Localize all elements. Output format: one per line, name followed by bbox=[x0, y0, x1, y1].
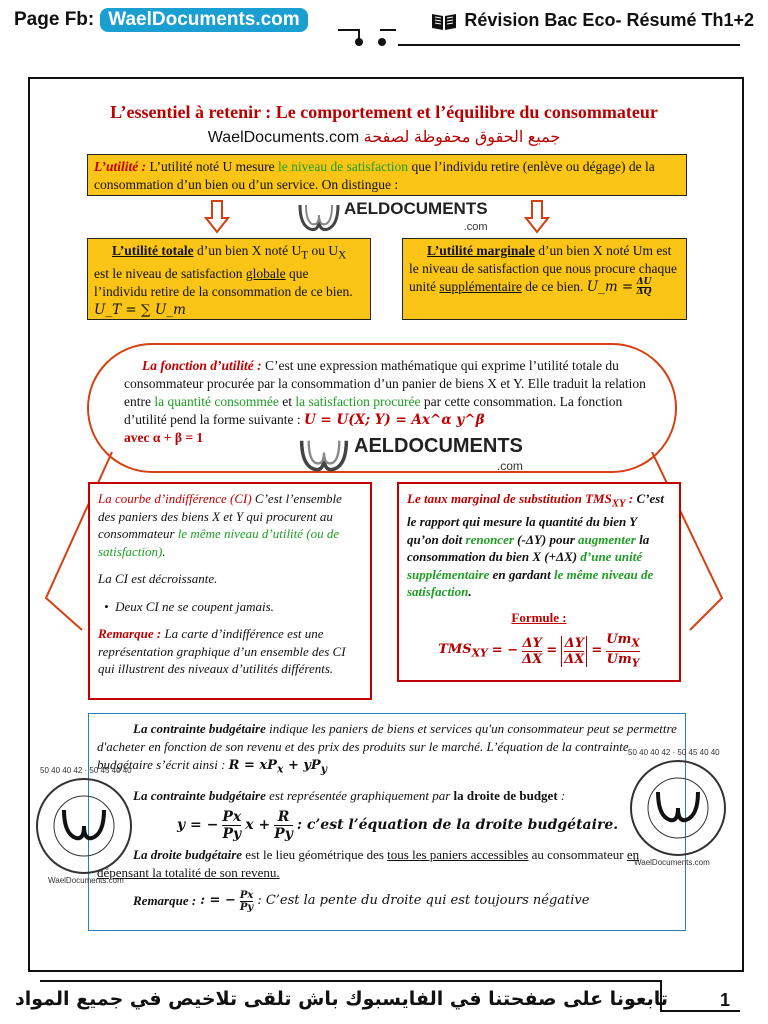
budget-p2 bbox=[97, 787, 677, 805]
tms-label-sub: XY bbox=[611, 497, 626, 510]
watermark-logo-2 bbox=[296, 436, 523, 476]
budget-rem-frac bbox=[240, 890, 253, 913]
budget-p1-formula-b: + yP bbox=[283, 758, 321, 773]
header-dot-right bbox=[378, 38, 386, 46]
tms-label: Le taux marginal de substitution TMS bbox=[407, 491, 612, 506]
ci-box bbox=[88, 482, 372, 700]
tms-box bbox=[397, 482, 681, 682]
fonction-label: La fonction d’utilité : bbox=[142, 358, 262, 373]
budget-p1-label: La contrainte budgétaire bbox=[133, 721, 266, 736]
budget-p1-formula-y: y bbox=[320, 762, 327, 776]
budget-rem-label: Remarque : bbox=[133, 893, 197, 909]
ci-remarque bbox=[98, 625, 362, 678]
tms-green-2: augmenter bbox=[578, 531, 636, 547]
utilite-marginale-text-2: de ce bien. bbox=[521, 279, 587, 294]
budget-p1 bbox=[97, 720, 677, 779]
utilite-totale-formula: U_T = ∑ U_m bbox=[94, 301, 186, 318]
header-site-link[interactable]: WaelDocuments.com bbox=[100, 8, 307, 32]
header-line-left bbox=[338, 29, 358, 31]
header-page-fb bbox=[14, 8, 308, 32]
book-icon bbox=[430, 11, 458, 31]
ci-bullet-text: Deux CI ne se coupent jamais. bbox=[115, 598, 274, 614]
tms-f-frac1-den: ΔX bbox=[522, 651, 543, 667]
ci-text-1: C’est l’ensemble des paniers des biens X et Y qui procurent au consommateur bbox=[98, 491, 342, 541]
budget-rem-frac-num: Px bbox=[239, 889, 254, 901]
stamp-right-site: WaelDocuments.com bbox=[634, 858, 710, 867]
fonction-formula: U = U(X; Y) = Ax^α y^β bbox=[303, 412, 485, 428]
budget-rem-eq: : = − bbox=[200, 893, 236, 909]
utilite-totale-text-2: ou U bbox=[308, 243, 339, 258]
watermark-dotcom-1: .com bbox=[463, 221, 488, 233]
tms-text-3: la consommation du bien X (+ΔX) bbox=[407, 531, 650, 565]
tms-f-frac1 bbox=[522, 636, 542, 667]
budget-eq-text: : c’est l’équation de la droite budgétaire. bbox=[296, 817, 619, 834]
subtitle-arabic: جميع الحقوق محفوظة لصفحة bbox=[363, 129, 561, 146]
utilite-totale-text-4: que l’individu retire de la consommation de ce bien. bbox=[94, 265, 353, 299]
tms-text-4: en gardant bbox=[489, 566, 554, 582]
stamp-right-phone: 50 40 40 42 · 50 45 40 40 bbox=[628, 748, 720, 757]
stamp-right-icon bbox=[628, 758, 728, 858]
utilite-marginale-supp: supplémentaire bbox=[439, 279, 522, 294]
utilite-text-1: L’utilité noté U mesure bbox=[146, 159, 278, 174]
watermark-brand-1: AELDOCUMENTS bbox=[344, 199, 488, 218]
utilite-box bbox=[87, 154, 687, 196]
budget-p2-bold: la droite de budget bbox=[453, 787, 558, 803]
fonction-green-1: la quantité consommée bbox=[154, 394, 279, 409]
fraction-num: ΔU bbox=[636, 277, 652, 288]
fonction-text-3: par cette consommation. La fonction d’utilité pend la forme suivante : bbox=[124, 394, 623, 427]
budget-rem-frac-den: Py bbox=[239, 901, 254, 913]
header-line-diag bbox=[380, 29, 396, 31]
fonction-green-2: la satisfaction procurée bbox=[295, 394, 421, 409]
budget-p2-end: : bbox=[557, 787, 566, 803]
utilite-totale-sub-1: T bbox=[301, 249, 309, 262]
utilite-marginale-formula-left: U_m = bbox=[586, 279, 634, 295]
ci-rem-text: La carte d’indifférence est une représentation graphique d’un ensemble des CI qui illustrent des niveaux d’utilités différents. bbox=[98, 626, 346, 676]
tms-f-umy-sub: Y bbox=[631, 656, 640, 670]
budget-box bbox=[88, 713, 686, 931]
tms-f-frac1-num: ΔY bbox=[522, 635, 542, 651]
arrow-down-left-icon bbox=[204, 200, 230, 234]
utilite-totale-sub-2: X bbox=[338, 249, 347, 262]
header-title bbox=[430, 10, 754, 31]
tms-text-2: (-ΔY) pour bbox=[513, 531, 579, 547]
stamp-left-phone: 50 40 40 42 · 50 45 40 40 bbox=[40, 766, 132, 775]
subtitle-site: WaelDocuments.com bbox=[207, 129, 360, 146]
budget-eq-frac2-den: Py bbox=[274, 825, 293, 842]
budget-p1-text: indique les paniers de biens et services qu'un consommateur peut se permettre d'acheter en fonction de son revenu et des prix des produits sur le marché. L’équation de la contrainte budgétaire s’écrit ainsi : bbox=[97, 721, 677, 772]
header-right-title: Révision Bac Eco- Résumé Th1+2 bbox=[464, 10, 754, 30]
stethoscope-logo-icon bbox=[296, 201, 342, 235]
tms-f-frac3 bbox=[606, 632, 640, 670]
ci-decroissante: La CI est décroissante. bbox=[98, 571, 218, 586]
doc-subtitle bbox=[28, 127, 740, 147]
header-rule-right bbox=[398, 44, 740, 46]
stamp-left bbox=[34, 766, 134, 885]
stethoscope-logo-icon-2 bbox=[296, 436, 352, 476]
tms-f-lhs-text: TMS bbox=[438, 641, 472, 657]
fonction-text-2: et bbox=[278, 394, 296, 409]
stamp-left-site: WaelDocuments.com bbox=[48, 876, 124, 885]
utilite-totale-label: L’utilité totale bbox=[112, 243, 194, 258]
utilite-marginale-text-1: d’un bien X noté Um est le niveau de satisfaction que nous procure chaque unité bbox=[409, 243, 678, 294]
utilite-marginale-fraction bbox=[637, 278, 652, 297]
budget-p3-text-1: est le lieu géométrique des bbox=[242, 846, 388, 862]
utilite-label: L’utilité : bbox=[94, 159, 147, 174]
budget-eq-frac1-num: Px bbox=[222, 808, 242, 825]
tms-text-5: . bbox=[468, 584, 472, 600]
footer-arabic: تابعونا على صفحتنا في الفايسبوك باش تلقى تلاخيص في جميع المواد bbox=[14, 988, 668, 1010]
ci-bullet-item bbox=[98, 598, 362, 616]
budget-eq-frac1 bbox=[222, 809, 241, 842]
tms-green-4: le même niveau de satisfaction bbox=[407, 566, 654, 600]
budget-p2-text: est représentée graphiquement par bbox=[265, 787, 454, 803]
budget-eq-frac2 bbox=[274, 809, 293, 842]
budget-p3-underline-1: tous les paniers accessibles bbox=[387, 846, 529, 862]
arrow-down-right-icon bbox=[524, 200, 550, 234]
bullet-icon: • bbox=[104, 598, 116, 614]
budget-p3-label: La droite budgétaire bbox=[133, 846, 243, 862]
watermark-dotcom-2: .com bbox=[496, 459, 523, 473]
utilite-text-2: que l’individu retire (enlève ou dégage) de la consommation d’un bien ou d’un service. On distingue : bbox=[94, 159, 655, 192]
tms-f-umy: Um bbox=[606, 651, 632, 667]
tms-f-lhs-sub: XY bbox=[471, 646, 488, 660]
tms-f-umx: Um bbox=[606, 632, 632, 648]
footer-rule bbox=[40, 980, 660, 982]
budget-eq-frac1-den: Py bbox=[222, 825, 242, 842]
budget-p1-formula-x: x bbox=[276, 762, 284, 776]
tms-f-eq1: = − bbox=[491, 643, 519, 659]
tms-label-end: : bbox=[625, 491, 634, 506]
budget-p1-formula bbox=[228, 758, 327, 776]
budget-p2-label: La contrainte budgétaire bbox=[133, 787, 266, 803]
watermark-brand-2: AELDOCUMENTS bbox=[354, 435, 523, 457]
budget-eq-mid: x + bbox=[245, 817, 271, 834]
budget-p3 bbox=[97, 846, 677, 882]
budget-rem-text: : C’est la pente du droite qui est toujours négative bbox=[257, 893, 590, 909]
tms-formule-label: Formule : bbox=[511, 609, 567, 625]
tms-f-eq3: = bbox=[591, 643, 603, 659]
fonction-text-1: C’est une expression mathématique qui exprime l’utilité totale du consommateur procurée par la consommation d’un panier de biens X et Y. Elle traduit la relation entre bbox=[124, 358, 646, 409]
budget-eq-frac2-num: R bbox=[274, 809, 293, 826]
utilite-marginale-box bbox=[402, 238, 687, 320]
fraction-den: ΔQ bbox=[636, 287, 652, 298]
tms-f-eq2: = bbox=[546, 643, 558, 659]
page-number: 1 bbox=[719, 990, 730, 1010]
doc-title: L’essentiel à retenir : Le comportement et l’équilibre du consommateur bbox=[110, 102, 658, 122]
budget-p1-formula-a: R = xP bbox=[228, 758, 277, 773]
tms-f-frac2-num: ΔY bbox=[564, 635, 584, 651]
ci-green: le même niveau d’utilité (ou de satisfaction) bbox=[98, 526, 340, 559]
ci-rem-label: Remarque : bbox=[98, 626, 162, 641]
fonction-condition: avec α + β = 1 bbox=[124, 430, 204, 445]
tms-f-frac3-num bbox=[606, 632, 640, 652]
tms-f-lhs bbox=[438, 641, 488, 662]
budget-p3-text-2: au consommateur bbox=[528, 846, 627, 862]
utilite-totale-globale: globale bbox=[245, 265, 286, 281]
budget-eq-left: y = − bbox=[177, 817, 219, 834]
fonction-text bbox=[124, 357, 656, 447]
stamp-right bbox=[628, 748, 728, 867]
utilite-totale-text-1: d’un bien X noté U bbox=[193, 243, 302, 258]
budget-p3-underline-2: en dépensant la totalité de son revenu. bbox=[97, 846, 640, 880]
budget-remarque bbox=[97, 890, 677, 913]
utilite-marginale-label: L’utilité marginale bbox=[427, 243, 535, 258]
utilite-text-green: le niveau de satisfaction bbox=[277, 159, 409, 174]
tms-f-frac2-den: ΔX bbox=[564, 651, 585, 667]
header-prefix: Page Fb: bbox=[14, 9, 95, 30]
ci-text-2: . bbox=[162, 543, 166, 559]
tms-green-3: d’une unité supplémentaire bbox=[407, 549, 643, 582]
tms-f-frac3-den bbox=[606, 652, 640, 671]
ci-label: La courbe d’indifférence (CI) bbox=[98, 491, 252, 506]
tms-f-umx-sub: X bbox=[631, 636, 640, 650]
tms-f-frac2 bbox=[561, 636, 587, 667]
stamp-left-icon bbox=[34, 776, 134, 876]
budget-equation bbox=[97, 809, 677, 842]
utilite-totale-box bbox=[87, 238, 371, 320]
watermark-logo-1 bbox=[296, 200, 488, 236]
tms-formula bbox=[407, 632, 671, 670]
tms-text-1: C’est le rapport qui mesure la quantité du bien Y qu’on doit bbox=[407, 491, 664, 547]
header-dot-left bbox=[355, 38, 363, 46]
tms-green-1: renoncer bbox=[465, 531, 514, 547]
utilite-totale-text-3: est le niveau de satisfaction bbox=[94, 265, 246, 281]
